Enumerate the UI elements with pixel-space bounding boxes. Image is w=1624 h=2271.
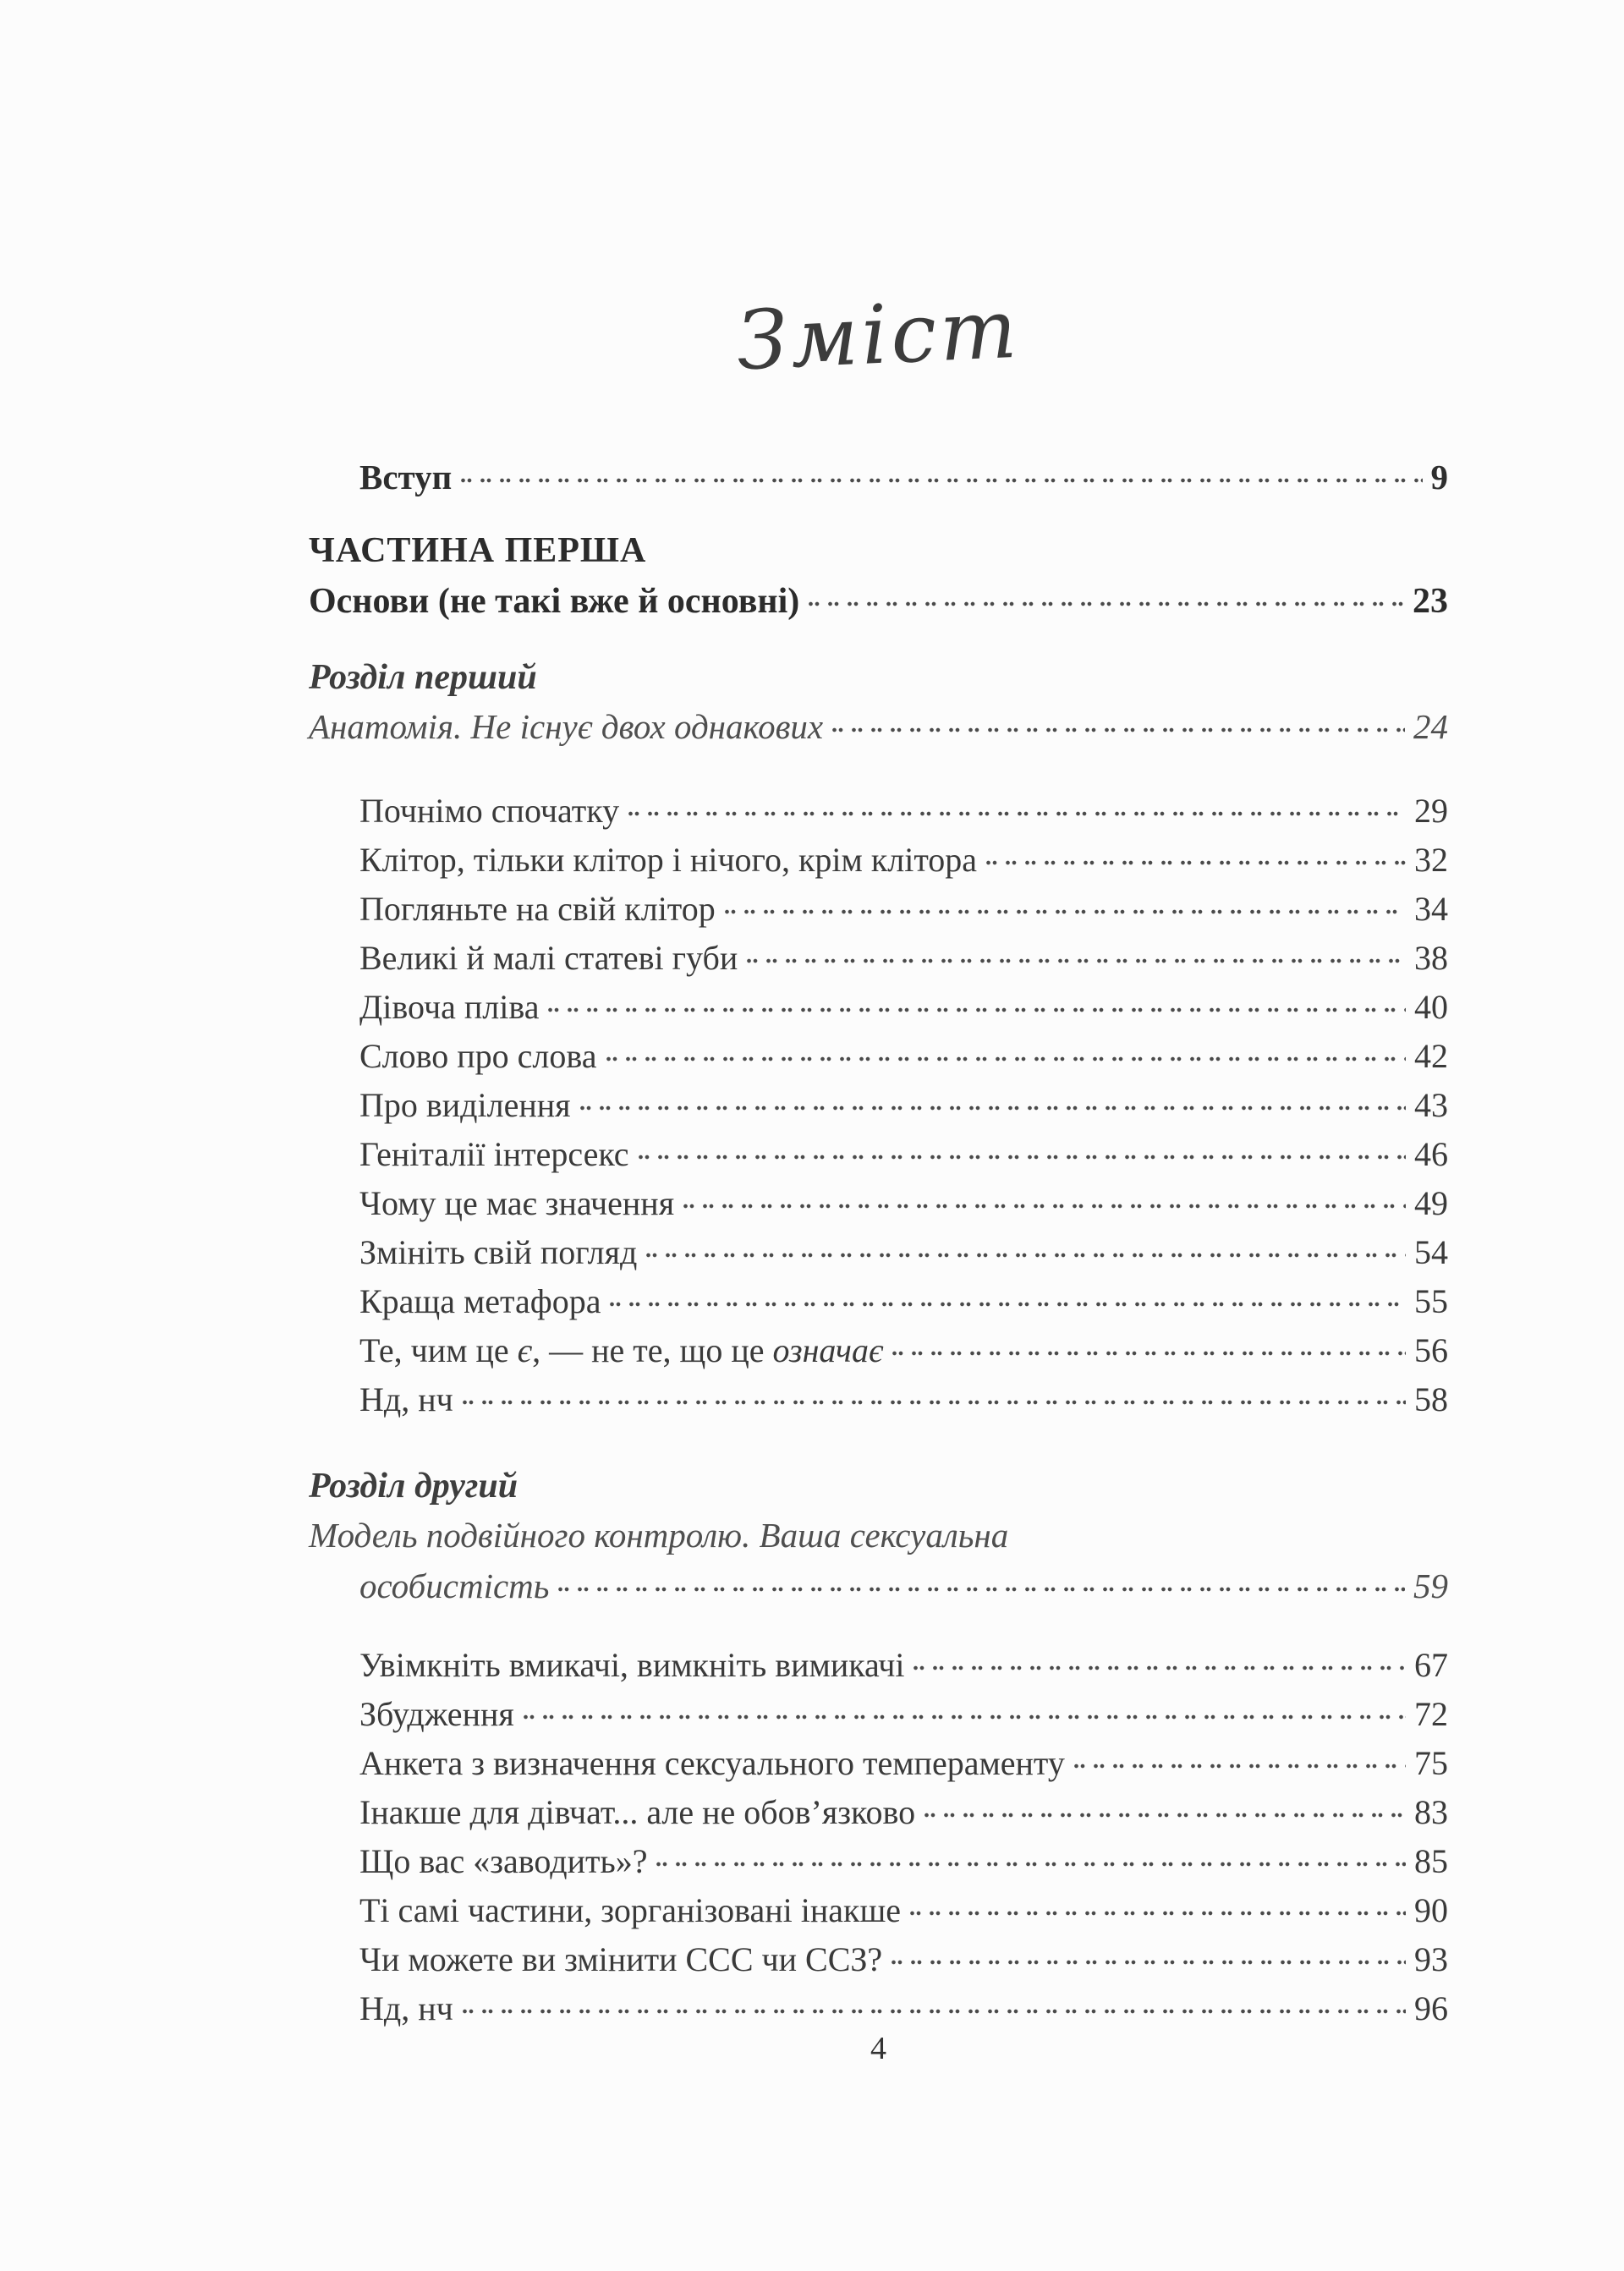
label-segment-italic: означає bbox=[772, 1331, 884, 1369]
toc-entry-label: Вступ bbox=[359, 458, 453, 496]
dot-leader bbox=[462, 1382, 1406, 1411]
toc-entry-page: 38 bbox=[1414, 939, 1448, 977]
toc-entry-label: Збудження bbox=[359, 1695, 514, 1733]
chapter-title-label: Анатомія. Не існує двох однакових bbox=[309, 707, 824, 746]
label-segment: , — не те, що це bbox=[532, 1331, 773, 1369]
dot-leader bbox=[609, 1284, 1406, 1313]
toc-entry-label: Змініть свій погляд bbox=[359, 1233, 638, 1271]
toc-entry bbox=[309, 1032, 1448, 1081]
toc-entry-label: Нд, нч bbox=[359, 1380, 453, 1418]
dot-leader bbox=[628, 793, 1406, 822]
toc-entry-page: 85 bbox=[1414, 1842, 1448, 1880]
toc-entry-label: Чи можете ви змінити ССС чи ССЗ? bbox=[359, 1940, 883, 1978]
toc-entry-label: Анкета з визначення сексуального темпераменту bbox=[359, 1744, 1065, 1782]
toc-entry-page: 9 bbox=[1430, 458, 1448, 496]
toc-entry-page: 55 bbox=[1414, 1282, 1448, 1320]
toc-entry-page: 90 bbox=[1414, 1891, 1448, 1929]
toc-entry-label: Чому це має значення bbox=[359, 1184, 675, 1222]
contents-title: Зміст bbox=[734, 281, 1023, 389]
dot-leader bbox=[547, 990, 1406, 1018]
dot-leader bbox=[606, 1039, 1407, 1067]
toc-entry-page: 54 bbox=[1414, 1233, 1448, 1271]
dot-leader bbox=[985, 842, 1406, 871]
dot-leader bbox=[892, 1333, 1406, 1362]
dot-leader bbox=[913, 1648, 1406, 1676]
label-segment-italic: є bbox=[517, 1331, 533, 1369]
toc-entry-page: 93 bbox=[1414, 1940, 1448, 1978]
dot-leader bbox=[557, 1569, 1405, 1598]
part-one-heading bbox=[309, 526, 1448, 575]
toc-entry-label: Великі й малі статеві губи bbox=[359, 939, 738, 977]
chapter-one-heading bbox=[309, 653, 1448, 702]
toc-entry-intro bbox=[309, 453, 1448, 502]
toc-entry-page: 96 bbox=[1414, 1989, 1448, 2027]
toc-entry-page: 83 bbox=[1414, 1793, 1448, 1831]
toc-entry-label: Ті самі частини, зорганізовані інакше bbox=[359, 1891, 901, 1929]
toc-entry-label: Слово про слова bbox=[359, 1037, 597, 1075]
toc-entry bbox=[309, 1984, 1448, 2033]
toc-entry bbox=[309, 1081, 1448, 1130]
dot-leader bbox=[808, 584, 1404, 612]
dot-leader bbox=[645, 1235, 1406, 1264]
label-segment: Те, чим це bbox=[359, 1331, 518, 1369]
toc-entry bbox=[309, 787, 1448, 836]
chapter-two-heading bbox=[309, 1462, 1448, 1511]
toc-entry bbox=[309, 1228, 1448, 1277]
toc-entry-page: 59 bbox=[1413, 1566, 1448, 1605]
toc-entry-page: 46 bbox=[1414, 1135, 1448, 1173]
toc-entry-page: 72 bbox=[1414, 1695, 1448, 1733]
part-one-title bbox=[309, 577, 1448, 626]
dot-leader bbox=[909, 1893, 1406, 1922]
part-heading-label: ЧАСТИНА ПЕРША bbox=[309, 531, 647, 570]
toc-entry-page: 24 bbox=[1413, 707, 1448, 746]
toc-entry bbox=[309, 934, 1448, 983]
dot-leader bbox=[1073, 1746, 1406, 1775]
toc-entry-page: 56 bbox=[1414, 1331, 1448, 1369]
toc-entry-page: 67 bbox=[1414, 1646, 1448, 1684]
toc-entry-label: Дівоча пліва bbox=[359, 988, 540, 1026]
dot-leader bbox=[656, 1844, 1406, 1873]
toc-entry-label: Геніталії інтерсекс bbox=[359, 1135, 629, 1173]
chapter-two-title-line2 bbox=[309, 1561, 1448, 1610]
part-title-label: Основи (не такі вже й основні) bbox=[309, 582, 800, 621]
toc-entry bbox=[309, 1935, 1448, 1984]
dot-leader bbox=[891, 1942, 1406, 1971]
toc-entry-label: Що вас «заводить»? bbox=[359, 1842, 648, 1880]
toc-entry-page: 75 bbox=[1414, 1744, 1448, 1782]
dot-leader bbox=[683, 1186, 1406, 1215]
chapter-heading-label: Розділ другий bbox=[309, 1467, 518, 1506]
chapter-two-title-line1 bbox=[309, 1511, 1448, 1560]
toc-entry-page: 34 bbox=[1414, 890, 1448, 928]
toc-entry bbox=[309, 1375, 1448, 1424]
toc-entry-label: Увімкніть вмикачі, вимкніть вимикачі bbox=[359, 1646, 905, 1684]
dot-leader bbox=[724, 891, 1406, 920]
toc-entry-mixed-italic bbox=[309, 1326, 1448, 1375]
dot-leader bbox=[924, 1795, 1406, 1824]
toc-entry bbox=[309, 1277, 1448, 1326]
toc-entry-page: 40 bbox=[1414, 988, 1448, 1026]
toc-entry-label: Нд, нч bbox=[359, 1989, 453, 2027]
toc-entry bbox=[309, 1130, 1448, 1179]
dot-leader bbox=[746, 941, 1406, 969]
toc-entry-label: Інакше для дівчат... але не обов’язково bbox=[359, 1793, 916, 1831]
toc-entry bbox=[309, 1739, 1448, 1788]
dot-leader bbox=[462, 1991, 1406, 2020]
toc-entry-page: 23 bbox=[1413, 582, 1448, 621]
toc-entry bbox=[309, 983, 1448, 1032]
toc-entry-label: Про виділення bbox=[359, 1086, 571, 1124]
toc-entry-page: 29 bbox=[1414, 792, 1448, 830]
toc-entry-page: 43 bbox=[1414, 1086, 1448, 1124]
dot-leader bbox=[638, 1137, 1406, 1166]
dot-leader bbox=[523, 1697, 1406, 1725]
chapter-title-label: Модель подвійного контролю. Ваша сексуальна bbox=[309, 1516, 1009, 1555]
dot-leader bbox=[831, 710, 1405, 738]
chapter-title-label: особистість bbox=[359, 1566, 550, 1605]
toc-entry bbox=[309, 1690, 1448, 1739]
dot-leader bbox=[579, 1088, 1406, 1116]
page-number: 4 bbox=[870, 2031, 886, 2066]
chapter-heading-label: Розділ перший bbox=[309, 658, 537, 697]
toc-entry-page: 58 bbox=[1414, 1380, 1448, 1418]
toc-entry bbox=[309, 1837, 1448, 1886]
toc-entry bbox=[309, 1641, 1448, 1690]
toc-entry-label: Краща метафора bbox=[359, 1282, 601, 1320]
toc-entry bbox=[309, 1788, 1448, 1837]
toc-entry bbox=[309, 836, 1448, 885]
toc-entry-page: 42 bbox=[1414, 1037, 1448, 1075]
chapter-one-title bbox=[309, 702, 1448, 751]
dot-leader bbox=[460, 460, 1422, 489]
toc-entry-label bbox=[359, 1326, 883, 1375]
toc-entry bbox=[309, 1179, 1448, 1228]
toc-entry-page: 32 bbox=[1414, 841, 1448, 879]
toc-entry-label: Клітор, тільки клітор і нічого, крім клітора bbox=[359, 841, 978, 879]
toc-entry-label: Почнімо спочатку bbox=[359, 792, 620, 830]
toc-entry bbox=[309, 1886, 1448, 1935]
toc-entry-label: Погляньте на свій клітор bbox=[359, 890, 716, 928]
toc-entry-page: 49 bbox=[1414, 1184, 1448, 1222]
toc-entry bbox=[309, 885, 1448, 934]
table-of-contents bbox=[309, 453, 1448, 2033]
